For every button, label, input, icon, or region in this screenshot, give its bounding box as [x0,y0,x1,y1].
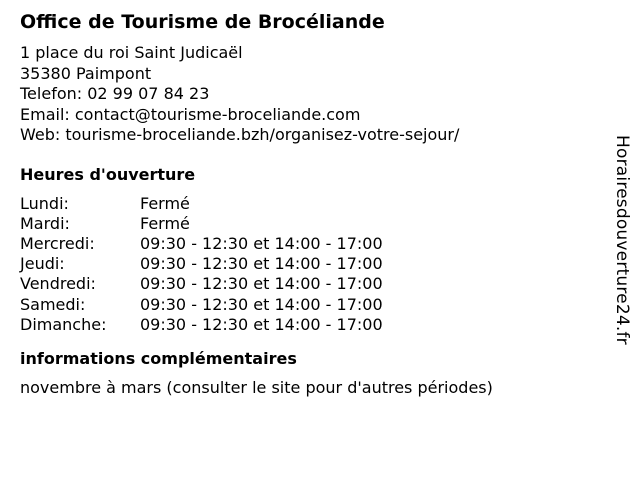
hours-row-wednesday [20,234,600,254]
email-address: Email: contact@tourisme-broceliande.com [20,104,361,124]
opening-hours-table [20,194,600,335]
hours-row-friday [20,274,600,294]
time-value: 09:30 - 12:30 et 14:00 - 17:00 [140,314,383,334]
day-label: Lundi: [20,193,69,213]
day-label: Jeudi: [20,254,65,274]
hours-row-thursday [20,254,600,274]
hours-row-saturday [20,295,600,315]
additional-info-heading: informations complémentaires [20,348,297,368]
additional-info-text: novembre à mars (consulter le site pour d'autres périodes) [20,377,493,397]
hours-row-tuesday [20,214,600,234]
time-value: 09:30 - 12:30 et 14:00 - 17:00 [140,233,383,253]
day-label: Mercredi: [20,233,95,253]
time-value: 09:30 - 12:30 et 14:00 - 17:00 [140,294,383,314]
phone-number: Telefon: 02 99 07 84 23 [20,84,210,103]
time-value: Fermé [140,213,190,233]
time-value: Fermé [140,193,190,213]
time-value: 09:30 - 12:30 et 14:00 - 17:00 [140,274,383,294]
street-address: 1 place du roi Saint Judicaël [20,43,243,62]
day-label: Vendredi: [20,274,96,294]
city-postcode: 35380 Paimpont [20,63,152,83]
website-link[interactable]: Web: tourisme-broceliande.bzh/organisez-votre-sejour/ [20,125,460,144]
office-title: Office de Tourisme de Brocéliande [20,11,385,33]
day-label: Samedi: [20,294,86,314]
hours-row-monday [20,194,600,214]
day-label: Dimanche: [20,314,107,334]
opening-hours-heading: Heures d'ouverture [20,164,196,184]
site-watermark: Horairesdouverture24.fr [612,135,632,345]
time-value: 09:30 - 12:30 et 14:00 - 17:00 [140,254,383,274]
office-info-card [20,9,600,398]
hours-row-sunday [20,315,600,335]
day-label: Mardi: [20,213,70,233]
address-block [20,43,600,146]
